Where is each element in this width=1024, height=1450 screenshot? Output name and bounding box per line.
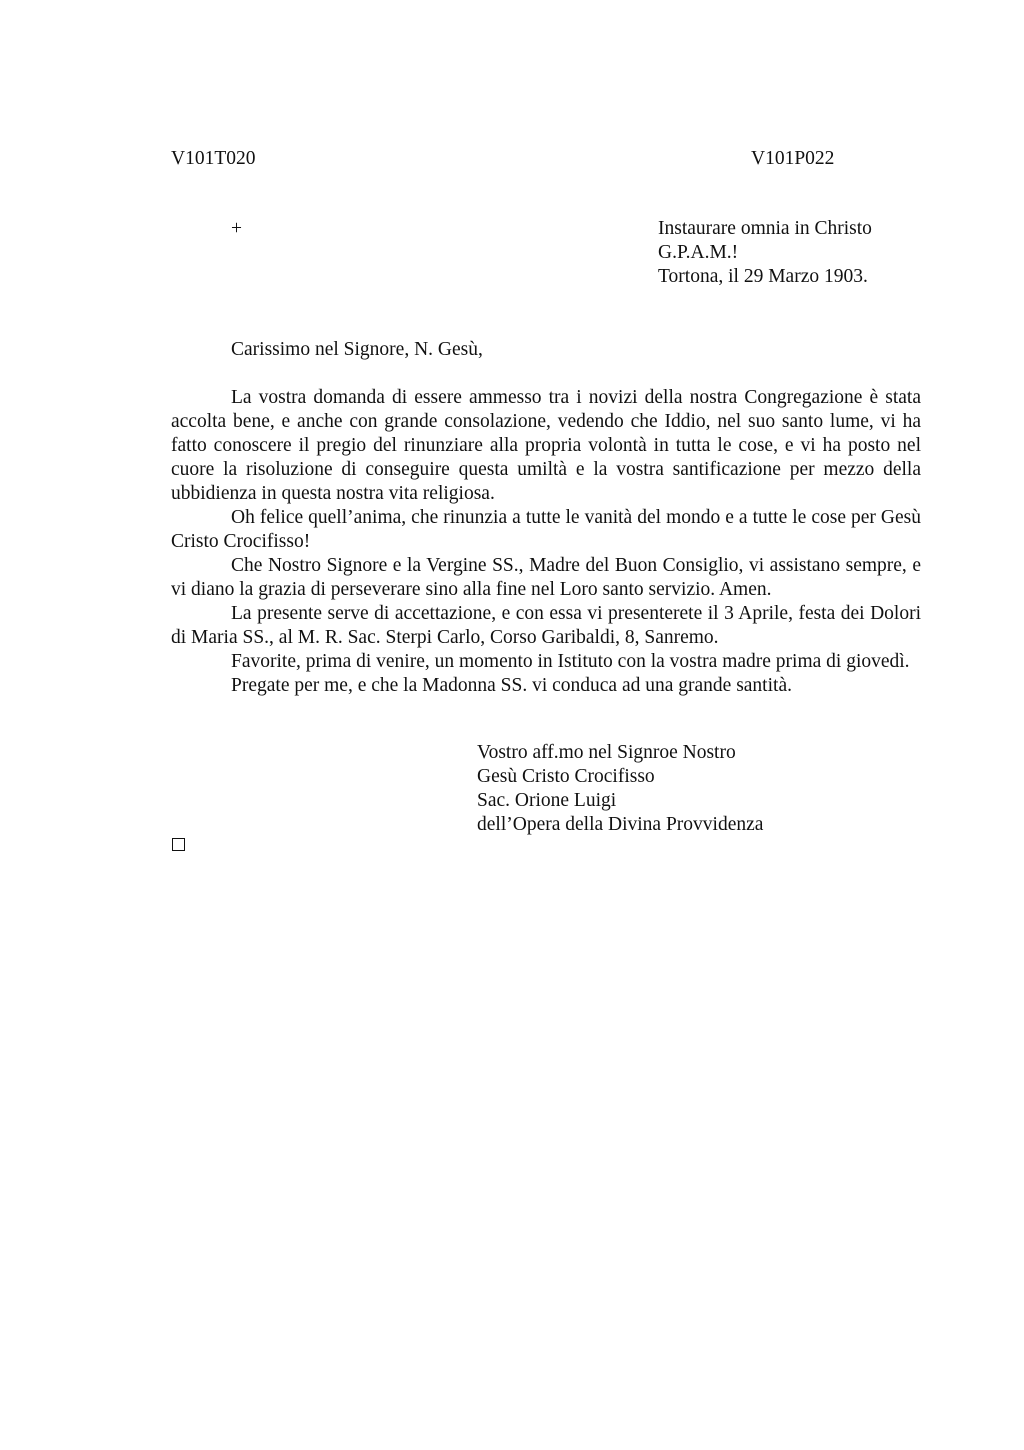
cross-symbol: + bbox=[231, 218, 242, 239]
paragraph-exclamation: Oh felice quell’anima, che rinunzia a tutte le vanità del mondo e a tutte le cose per Gesù Cristo Crocifisso! bbox=[171, 507, 921, 552]
paragraph-prayer: Pregate per me, e che la Madonna SS. vi conduca ad una grande santità. bbox=[231, 675, 792, 696]
paragraph-blessing: Che Nostro Signore e la Vergine SS., Madre del Buon Consiglio, vi assistano sempre, e vi diano la grazia di perseverare sino alla fine nel Loro santo servizio. Amen. bbox=[171, 555, 921, 600]
motto: Instaurare omnia in Christo bbox=[658, 218, 872, 239]
end-mark-box-icon bbox=[172, 838, 185, 851]
closing-line: Gesù Cristo Crocifisso bbox=[477, 766, 655, 787]
document-reference-right: V101P022 bbox=[751, 148, 835, 169]
document-reference-left: V101T020 bbox=[171, 148, 256, 169]
paragraph-acceptance: La vostra domanda di essere ammesso tra i novizi della nostra Congregazione è stata accolta bene, e anche con grande consolazione, vedendo che Iddio, nel suo santo lume, vi ha fatto conoscere il pregio del rinunziare alla propria volontà in tutta le cose, e vi ha posto nel cuore la risoluzione di conseguire questa umiltà e la vostra santificazione per mezzo della ubbidienza in questa nostra vita religiosa. bbox=[171, 387, 921, 504]
place-date: Tortona, il 29 Marzo 1903. bbox=[658, 266, 868, 287]
letter-heading bbox=[658, 217, 872, 289]
closing-line: Vostro aff.mo nel Signroe Nostro bbox=[477, 742, 736, 763]
acronym: G.P.A.M.! bbox=[658, 242, 739, 263]
letter-body bbox=[171, 386, 921, 698]
paragraph-visit: Favorite, prima di venire, un momento in Istituto con la vostra madre prima di giovedì. bbox=[231, 651, 910, 672]
signer-name: Sac. Orione Luigi bbox=[477, 790, 617, 811]
salutation: Carissimo nel Signore, N. Gesù, bbox=[231, 339, 483, 360]
closing-signature bbox=[477, 741, 763, 837]
paragraph-instructions: La presente serve di accettazione, e con essa vi presenterete il 3 Aprile, festa dei Dolori di Maria SS., al M. R. Sac. Sterpi Carlo, Corso Garibaldi, 8, Sanremo. bbox=[171, 603, 921, 648]
signer-organization: dell’Opera della Divina Provvidenza bbox=[477, 814, 764, 835]
